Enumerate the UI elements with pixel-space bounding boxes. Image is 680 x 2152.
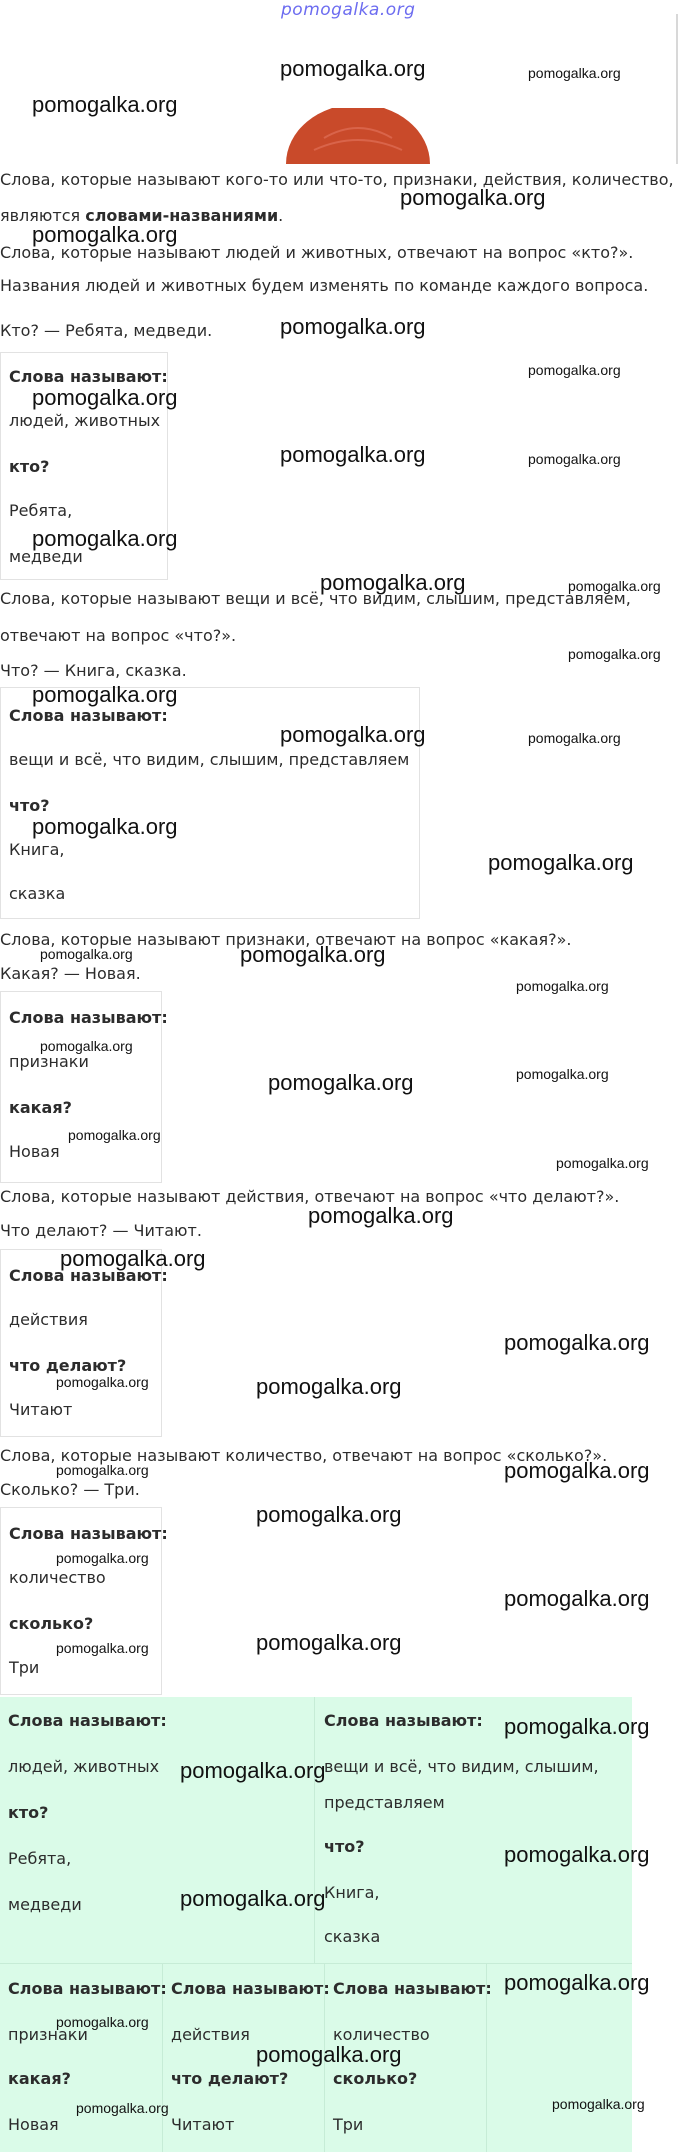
scroll-divider <box>676 14 678 164</box>
watermark: pomogalka.org <box>400 185 546 210</box>
watermark: pomogalka.org <box>504 1330 650 1355</box>
cell-c-question: какая? <box>8 2069 71 2088</box>
watermark: pomogalka.org <box>56 1550 149 1566</box>
watermark: pomogalka.org <box>40 946 133 962</box>
watermark: pomogalka.org <box>32 682 178 707</box>
s5-example: Сколько? — Три. <box>0 1480 140 1499</box>
watermark: pomogalka.org <box>256 2042 402 2067</box>
cell-a-answer-2: медведи <box>8 1895 82 1914</box>
watermark: pomogalka.org <box>504 1970 650 1995</box>
cell-d-answer-1: Читают <box>171 2115 235 2134</box>
s1-box-answer-1: Ребята, <box>9 501 73 520</box>
watermark: pomogalka.org <box>68 1127 161 1143</box>
s1-example: Кто? — Ребята, медведи. <box>0 321 213 340</box>
cell-a-question: кто? <box>8 1803 49 1822</box>
cell-b-answer-2: сказка <box>324 1927 381 1946</box>
s5-box-what: количество <box>9 1568 106 1587</box>
cell-e-heading: Слова называют: <box>333 1979 492 1998</box>
watermark: pomogalka.org <box>56 1462 149 1478</box>
s4-box-question: что делают? <box>9 1356 127 1375</box>
cell-b-what-1: вещи и всё, что видим, слышим, <box>324 1757 599 1776</box>
s2-text-2: отвечают на вопрос «что?». <box>0 626 237 645</box>
watermark: pomogalka.org <box>280 442 426 467</box>
summary-cell-features <box>0 1963 167 2152</box>
s1-box-heading: Слова называют: <box>9 367 168 386</box>
intro-line-2: являются словами-названиями. <box>0 206 284 225</box>
s3-example: Какая? — Новая. <box>0 964 141 983</box>
s2-box-question: что? <box>9 796 50 815</box>
watermark: pomogalka.org <box>280 56 426 81</box>
cell-c-heading: Слова называют: <box>8 1979 167 1998</box>
s4-box-answer-1: Читают <box>9 1400 73 1419</box>
watermark: pomogalka.org <box>552 2096 645 2112</box>
watermark: pomogalka.org <box>180 1886 326 1911</box>
s2-box-answer-1: Книга, <box>9 840 65 859</box>
cell-a-heading: Слова называют: <box>8 1711 167 1730</box>
s1-box-question: кто? <box>9 457 50 476</box>
watermark: pomogalka.org <box>32 814 178 839</box>
s4-text-1: Слова, которые называют действия, отвечают на вопрос «что делают?». <box>0 1187 620 1206</box>
watermark: pomogalka.org <box>568 646 661 662</box>
watermark: pomogalka.org <box>32 92 178 117</box>
red-sun-illustration <box>284 108 432 164</box>
s2-example: Что? — Книга, сказка. <box>0 661 187 680</box>
watermark: pomogalka.org <box>32 385 178 410</box>
watermark: pomogalka.org <box>180 1758 326 1783</box>
cell-e-answer-1: Три <box>333 2115 364 2134</box>
s1-text-1: Слова, которые называют людей и животных, отвечают на вопрос «кто?». <box>0 243 634 262</box>
s5-box-answer-1: Три <box>9 1658 40 1677</box>
s3-box-answer-1: Новая <box>9 1142 60 1161</box>
watermark: pomogalka.org <box>76 2100 169 2116</box>
site-logo[interactable]: pomogalka.org <box>281 0 416 20</box>
summary-col-divider-1 <box>314 1697 315 1963</box>
watermark: pomogalka.org <box>256 1374 402 1399</box>
watermark: pomogalka.org <box>240 942 386 967</box>
s5-text-1: Слова, которые называют количество, отвечают на вопрос «сколько?». <box>0 1446 608 1465</box>
watermark: pomogalka.org <box>516 1066 609 1082</box>
watermark: pomogalka.org <box>528 451 621 467</box>
s4-example: Что делают? — Читают. <box>0 1221 202 1240</box>
term-words-names: словами-названиями <box>85 206 279 225</box>
s2-text-1: Слова, которые называют вещи и всё, что видим, слышим, представляем, <box>0 589 631 608</box>
cell-d-heading: Слова называют: <box>171 1979 330 1998</box>
cell-e-what: количество <box>333 2025 430 2044</box>
s4-box-heading: Слова называют: <box>9 1266 168 1285</box>
watermark: pomogalka.org <box>528 362 621 378</box>
s5-box <box>0 1507 168 1695</box>
s2-box-heading: Слова называют: <box>9 706 168 725</box>
watermark: pomogalka.org <box>528 65 621 81</box>
watermark: pomogalka.org <box>568 578 661 594</box>
summary-cell-people <box>0 1697 314 1963</box>
cell-d-what: действия <box>171 2025 250 2044</box>
s5-box-heading: Слова называют: <box>9 1524 168 1543</box>
watermark: pomogalka.org <box>504 1842 650 1867</box>
watermark: pomogalka.org <box>32 222 178 247</box>
s1-box-answer-2: медведи <box>9 547 83 566</box>
s2-box-answer-2: сказка <box>9 884 66 903</box>
cell-e-question: сколько? <box>333 2069 418 2088</box>
watermark: pomogalka.org <box>308 1203 454 1228</box>
watermark: pomogalka.org <box>516 978 609 994</box>
watermark: pomogalka.org <box>504 1586 650 1611</box>
watermark: pomogalka.org <box>40 1038 133 1054</box>
watermark: pomogalka.org <box>56 2014 149 2030</box>
s3-text-1: Слова, которые называют признаки, отвечают на вопрос «какая?». <box>0 930 572 949</box>
cell-c-answer-1: Новая <box>8 2115 59 2134</box>
watermark: pomogalka.org <box>256 1630 402 1655</box>
s4-box <box>0 1249 168 1437</box>
watermark: pomogalka.org <box>268 1070 414 1095</box>
watermark: pomogalka.org <box>56 1640 149 1656</box>
s3-box-what: признаки <box>9 1052 89 1071</box>
s3-box-heading: Слова называют: <box>9 1008 168 1027</box>
watermark: pomogalka.org <box>280 722 426 747</box>
intro-line-1: Слова, которые называют кого-то или что-то, признаки, действия, количество, <box>0 170 674 189</box>
cell-c-what: признаки <box>8 2025 88 2044</box>
watermark: pomogalka.org <box>556 1155 649 1171</box>
watermark: pomogalka.org <box>528 730 621 746</box>
s5-box-question: сколько? <box>9 1614 94 1633</box>
cell-b-question: что? <box>324 1837 365 1856</box>
watermark: pomogalka.org <box>320 570 466 595</box>
s4-box-what: действия <box>9 1310 88 1329</box>
watermark: pomogalka.org <box>504 1714 650 1739</box>
watermark: pomogalka.org <box>56 1374 149 1390</box>
s3-box <box>0 991 168 1183</box>
watermark: pomogalka.org <box>280 314 426 339</box>
watermark: pomogalka.org <box>60 1246 206 1271</box>
cell-b-answer-1: Книга, <box>324 1883 380 1902</box>
cell-a-what: людей, животных <box>8 1757 160 1776</box>
s1-box-what: людей, животных <box>9 411 161 430</box>
watermark: pomogalka.org <box>256 1502 402 1527</box>
watermark: pomogalka.org <box>504 1458 650 1483</box>
cell-d-question: что делают? <box>171 2069 289 2088</box>
watermark: pomogalka.org <box>488 850 634 875</box>
cell-b-heading: Слова называют: <box>324 1711 483 1730</box>
s3-box-question: какая? <box>9 1098 72 1117</box>
cell-a-answer-1: Ребята, <box>8 1849 72 1868</box>
cell-b-what-2: представляем <box>324 1793 445 1812</box>
s2-box-what: вещи и всё, что видим, слышим, представляем <box>9 750 410 769</box>
s1-text-2: Названия людей и животных будем изменять по команде каждого вопроса. <box>0 276 649 295</box>
watermark: pomogalka.org <box>32 526 178 551</box>
